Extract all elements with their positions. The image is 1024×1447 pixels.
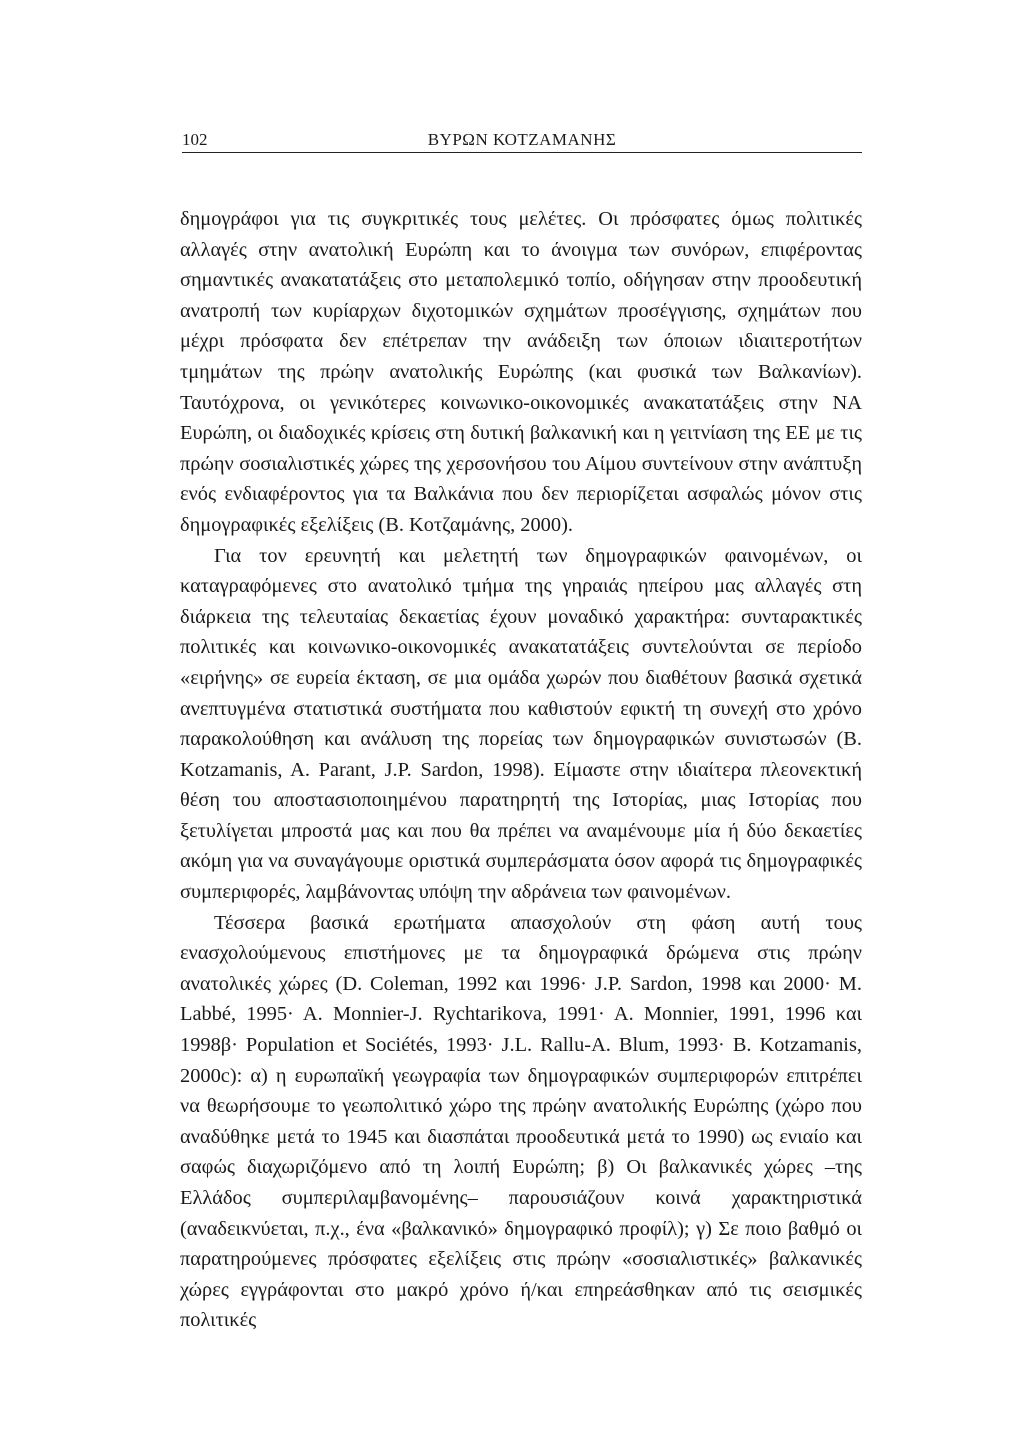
body-text — [180, 204, 862, 1336]
page-header — [182, 128, 862, 153]
paragraph-2: Για τον ερευνητή και μελετητή των δημογραφικών φαινομένων, οι καταγραφόμενες στο ανατολικό τμήμα της γηραιάς ηπείρου μας αλλαγές στη διάρκεια της τελευταίας δεκαετίας έχουν μοναδικό χαρακτήρα: συνταρακτικές πολιτικές και κοινωνικο-οικονομικές ανακατατάξεις συντελούνται σε περίοδο «ειρήνης» σε ευρεία έκταση, σε μια ομάδα χωρών που διαθέτουν βασικά σχετικά ανεπτυγμένα στατιστικά συστήματα που καθιστούν εφικτή τη συνεχή στο χρόνο παρακολούθηση και ανάλυση της πορείας των δημογραφικών συνιστωσών (B. Kotzamanis, A. Parant, J.P. Sardon, 1998). Είμαστε στην ιδιαίτερα πλεονεκτική θέση του αποστασιοποιημένου παρατηρητή της Ιστορίας, μιας Ιστορίας που ξετυλίγεται μπροστά μας και που θα πρέπει να αναμένουμε μία ή δύο δεκαετίες ακόμη για να συναγάγουμε οριστικά συμπεράσματα όσον αφορά τις δημογραφικές συμπεριφορές, λαμβάνοντας υπόψη την αδράνεια των φαινομένων. — [180, 544, 862, 904]
paragraph-3: Τέσσερα βασικά ερωτήματα απασχολούν στη φάση αυτή τους ενασχολούμενους επιστήμονες με τα δημογραφικά δρώμενα στις πρώην ανατολικές χώρες (D. Coleman, 1992 και 1996· J.P. Sardon, 1998 και 2000· M. Labbé, 1995· A. Monnier-J. Rychtarikova, 1991· A. Monnier, 1991, 1996 και 1998β· Population et Sociétés, 1993· J.L. Rallu-A. Blum, 1993· B. Kotzamanis, 2000c): α) η ευρωπαϊκή γεωγραφία των δημογραφικών συμπεριφορών επιτρέπει να θεωρήσουμε το γεωπολιτικό χώρο της πρώην ανατολικής Ευρώπης (χώρο που αναδύθηκε μετά το 1945 και διασπάται προοδευτικά μετά το 1990) ως ενιαίο και σαφώς διαχωριζόμενο από τη λοιπή Ευρώπη; β) Οι βαλκανικές χώρες –της Ελλάδος συμπεριλαμβανομένης– παρουσιάζουν κοινά χαρακτηριστικά (αναδεικνύεται, π.χ., ένα «βαλκανικό» δημογραφικό προφίλ); γ) Σε ποιο βαθμό οι παρατηρούμενες πρόσφατες εξελίξεις στις πρώην «σοσιαλιστικές» βαλκανικές χώρες εγγράφονται στο μακρό χρόνο ή/και επηρεάσθηκαν από τις σεισμικές πολιτικές — [180, 911, 862, 1332]
running-head: ΒΥΡΩΝ ΚΟΤΖΑΜΑΝΗΣ — [427, 130, 617, 149]
page-number: 102 — [182, 130, 208, 149]
paragraph-1: δημογράφοι για τις συγκριτικές τους μελέτες. Οι πρόσφατες όμως πολιτικές αλλαγές στην ανατολική Ευρώπη και το άνοιγμα των συνόρων, επιφέροντας σημαντικές ανακατατάξεις στο μεταπολεμικό τοπίο, οδήγησαν στην προοδευτική ανατροπή των κυρίαρχων διχοτομικών σχημάτων προσέγγισης, σχημάτων που μέχρι πρόσφατα δεν επέτρεπαν την ανάδειξη των όποιων ιδιαιτεροτήτων τμημάτων της πρώην ανατολικής Ευρώπης (και φυσικά των Βαλκανίων). Ταυτόχρονα, οι γενικότερες κοινωνικο-οικονομικές ανακατατάξεις στην ΝΑ Ευρώπη, οι διαδοχικές κρίσεις στη δυτική βαλκανική και η γειτνίαση της ΕΕ με τις πρώην σοσιαλιστικές χώρες της χερσονήσου του Αίμου συντείνουν στην ανάπτυξη ενός ενδιαφέροντος για τα Βαλκάνια που δεν περιορίζεται ασφαλώς μόνον στις δημογραφικές εξελίξεις (Β. Κοτζαμάνης, 2000). — [180, 208, 862, 536]
